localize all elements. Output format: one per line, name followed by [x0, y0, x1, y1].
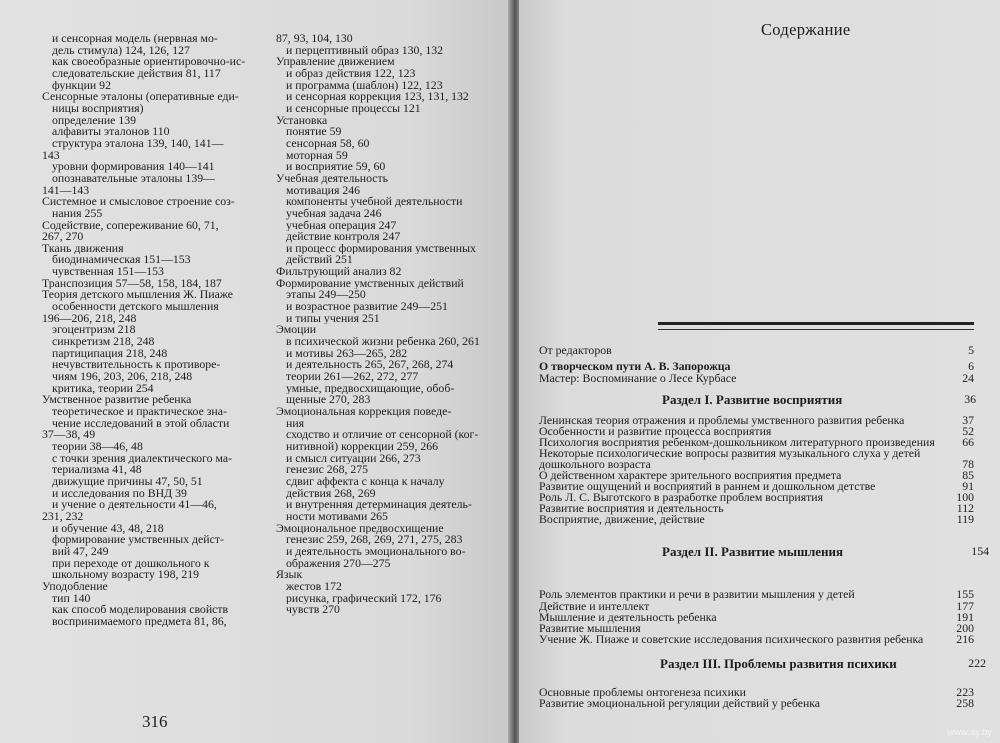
- index-line: нечувствительность к противоре-: [52, 359, 221, 372]
- index-line: структура эталона 139, 140, 141—: [52, 137, 224, 150]
- index-line: чувств 270: [286, 604, 340, 616]
- index-line: движущие причины 47, 50, 51: [52, 475, 203, 488]
- index-line: генезис 268, 275: [286, 464, 369, 476]
- index-line: функции 92: [52, 79, 111, 92]
- index-line: ния: [286, 417, 305, 430]
- index-line: чение исследований в этой области: [52, 417, 230, 430]
- index-line: сдвиг аффекта с конца к началу: [286, 475, 445, 488]
- index-line: воспринимаемого предмета 81, 86,: [52, 615, 227, 628]
- index-line: уровни формирования 140—141: [52, 161, 215, 173]
- index-line: понятие 59: [286, 126, 342, 138]
- index-line: определение 139: [52, 114, 137, 127]
- index-line: и обучение 43, 48, 218: [52, 522, 164, 535]
- index-line: Транспозиция 57—58, 158, 184, 187: [42, 277, 222, 290]
- index-line: чувственная 151—153: [52, 266, 164, 278]
- index-line: теории 261—262, 272, 277: [286, 371, 419, 383]
- page-number: 316: [142, 712, 168, 731]
- index-line: и образ действия 122, 123: [286, 67, 416, 80]
- index-line: эгоцентризм 218: [52, 324, 136, 337]
- index-line: и внутренняя детерминация деятель-: [286, 499, 472, 511]
- index-line: дель стимула) 124, 126, 127: [52, 44, 190, 57]
- index-line: теоретическое и практическое зна-: [52, 406, 227, 418]
- index-line: Уподобление: [42, 580, 108, 593]
- index-line: ображения 270—275: [286, 557, 391, 570]
- index-line: и перцептивный образ 130, 132: [286, 44, 444, 57]
- index-line: синкретизм 218, 248: [52, 336, 155, 348]
- index-line: Системное и смысловое строение соз-: [42, 196, 235, 208]
- index-line: и смысл ситуации 266, 273: [286, 452, 421, 465]
- watermark: www.ay.by: [947, 727, 992, 738]
- index-line: териализма 41, 48: [52, 464, 142, 476]
- index-line: вий 47, 249: [52, 545, 109, 558]
- index-line: критика, теории 254: [52, 382, 154, 395]
- index-line: 267, 270: [42, 231, 84, 243]
- index-line: этапы 249—250: [286, 289, 366, 302]
- index-line: действия 268, 269: [286, 487, 376, 500]
- index-line: при переходе от дошкольного к: [52, 557, 210, 570]
- index-line: и деятельность 265, 267, 268, 274: [286, 359, 454, 372]
- index-line: учебная задача 246: [286, 207, 382, 220]
- index-column-1: [38, 33, 246, 627]
- contents-title: Содержание: [761, 20, 851, 39]
- index-line: и сенсорная модель (нервная мо-: [52, 33, 218, 45]
- index-line: Эмоциональная коррекция поведе-: [276, 406, 452, 418]
- index-line: тип 140: [52, 592, 91, 605]
- index-line: учебная операция 247: [286, 219, 397, 232]
- index-line: Эмоциональное предвосхищение: [276, 522, 444, 535]
- index-line: мотивация 246: [286, 184, 361, 197]
- index-line: формирование умственных дейст-: [52, 534, 224, 546]
- index-line: и сенсорные процессы 121: [286, 102, 421, 115]
- index-column-2: [272, 33, 486, 616]
- index-line: следовательские действия 81, 117: [52, 67, 221, 80]
- index-line: и учение о деятельности 41—46,: [52, 499, 217, 511]
- index-line: Язык: [276, 569, 303, 581]
- index-line: ности мотивами 265: [286, 510, 388, 523]
- index-line: компоненты учебной деятельности: [286, 196, 463, 208]
- index-line: 37—38, 49: [42, 429, 96, 441]
- index-line: Установка: [276, 114, 328, 127]
- index-line: действие контроля 247: [286, 231, 401, 243]
- index-line: Содействие, сопереживание 60, 71,: [42, 219, 219, 232]
- header-rule-thin: [658, 329, 974, 330]
- index-line: 143: [42, 149, 60, 162]
- index-line: нитивной) коррекции 259, 266: [286, 440, 439, 453]
- index-line: Управление движением: [276, 56, 395, 68]
- index-line: Фильтрующий анализ 82: [276, 266, 402, 278]
- index-line: и программа (шаблон) 122, 123: [286, 79, 443, 92]
- index-line: Сенсорные эталоны (оперативные еди-: [42, 91, 239, 103]
- index-line: Эмоции: [276, 324, 317, 337]
- index-line: 141—143: [42, 184, 90, 197]
- index-line: и типы учения 251: [286, 312, 380, 325]
- index-line: в психической жизни ребенка 260, 261: [286, 336, 480, 348]
- index-line: чиям 196, 203, 206, 218, 248: [52, 371, 193, 383]
- index-line: умные, предвосхищающие, обоб-: [286, 382, 455, 395]
- index-line: 196—206, 218, 248: [42, 312, 137, 325]
- index-line: 231, 232: [42, 510, 84, 523]
- index-line: Теория детского мышления Ж. Пиаже: [42, 289, 234, 302]
- index-line: и процесс формирования умственных: [286, 242, 476, 255]
- index-line: действий 251: [286, 254, 353, 267]
- index-line: школьному возрасту 198, 219: [52, 569, 200, 581]
- index-line: Умственное развитие ребенка: [42, 394, 192, 406]
- index-line: особенности детского мышления: [52, 301, 219, 313]
- index-line: как способ моделирования свойств: [52, 604, 229, 616]
- index-line: Учебная деятельность: [276, 172, 389, 185]
- index-line: и восприятие 59, 60: [286, 161, 386, 173]
- index-line: теории 38—46, 48: [52, 440, 143, 453]
- index-line: щенные 270, 283: [286, 394, 371, 406]
- index-line: опознавательные эталоны 139—: [52, 172, 215, 185]
- index-line: партиципация 218, 248: [52, 347, 168, 360]
- index-line: ницы восприятия): [52, 102, 144, 115]
- index-line: сходство и отличие от сенсорной (ког-: [286, 429, 479, 441]
- index-line: генезис 259, 268, 269, 271, 275, 283: [286, 534, 463, 546]
- index-line: 87, 93, 104, 130: [276, 33, 353, 45]
- header-rule-thick: [658, 322, 974, 325]
- index-line: и исследования по ВНД 39: [52, 487, 187, 500]
- index-line: рисунка, графический 172, 176: [286, 592, 442, 605]
- index-line: нания 255: [52, 207, 103, 220]
- index-line: и возрастное развитие 249—251: [286, 301, 448, 313]
- index-line: как своеобразные ориентировочно-ис-: [52, 56, 246, 68]
- index-line: и деятельность эмоционального во-: [286, 545, 466, 558]
- index-line: Формирование умственных действий: [276, 277, 464, 290]
- index-line: и сенсорная коррекция 123, 131, 132: [286, 91, 469, 103]
- index-line: моторная 59: [286, 149, 348, 162]
- index-line: с точки зрения диалектического ма-: [52, 452, 232, 465]
- index-line: Ткань движения: [42, 242, 124, 255]
- index-line: и мотивы 263—265, 282: [286, 347, 408, 360]
- index-line: сенсорная 58, 60: [286, 137, 370, 150]
- index-line: жестов 172: [286, 580, 342, 593]
- index-line: биодинамическая 151—153: [52, 254, 191, 267]
- index-line: алфавиты эталонов 110: [52, 126, 170, 138]
